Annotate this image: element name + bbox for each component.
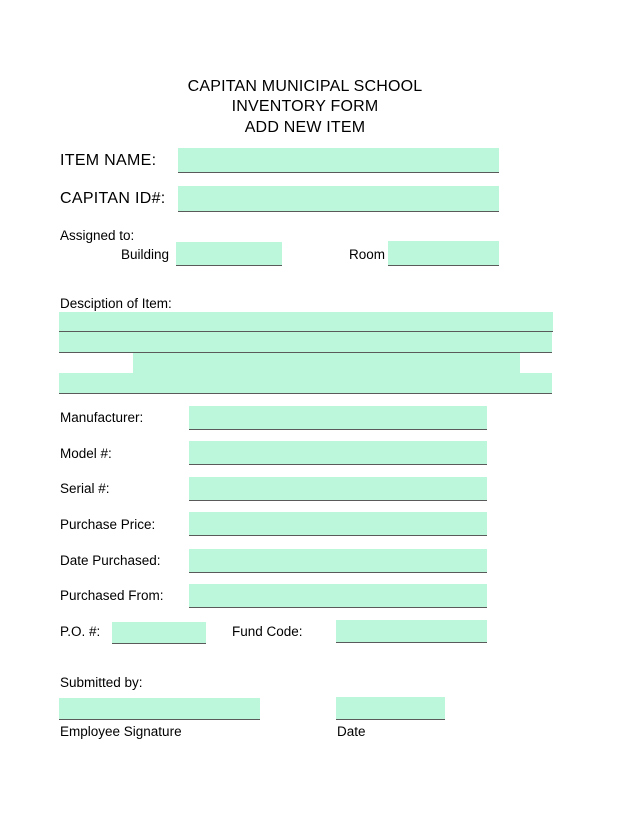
fund-code-label: Fund Code: [232, 624, 303, 639]
manufacturer-label: Manufacturer: [60, 410, 144, 425]
date-purchased-label: Date Purchased: [60, 553, 161, 568]
form-title-inventory: INVENTORY FORM [231, 98, 379, 115]
purchase-price-label: Purchase Price: [60, 517, 156, 532]
description-line-4[interactable] [59, 373, 552, 394]
model-label: Model #: [60, 446, 112, 461]
date-field[interactable] [336, 697, 445, 720]
fund-code-field[interactable] [336, 620, 487, 643]
assigned-to-label: Assigned to: [60, 228, 135, 243]
purchase-price-field[interactable] [189, 512, 487, 536]
model-field[interactable] [189, 441, 487, 465]
manufacturer-field[interactable] [189, 406, 487, 430]
purchased-from-field[interactable] [189, 584, 487, 608]
serial-field[interactable] [189, 477, 487, 501]
employee-signature-field[interactable] [59, 698, 260, 720]
employee-signature-label: Employee Signature [60, 724, 182, 739]
item-name-label: ITEM NAME: [60, 152, 157, 169]
date-label: Date [337, 724, 366, 739]
capitan-id-label: CAPITAN ID#: [60, 190, 166, 207]
date-purchased-field[interactable] [189, 549, 487, 573]
serial-label: Serial #: [60, 481, 110, 496]
description-line-3[interactable] [133, 353, 520, 373]
description-line-1[interactable] [59, 312, 553, 332]
purchased-from-label: Purchased From: [60, 588, 164, 603]
form-title-add-item: ADD NEW ITEM [244, 119, 366, 136]
item-name-field[interactable] [178, 148, 499, 173]
po-number-label: P.O. #: [60, 624, 101, 639]
po-number-field[interactable] [112, 622, 206, 644]
description-label: Desciption of Item: [60, 296, 172, 311]
building-label: Building [121, 247, 170, 262]
form-title-school: CAPITAN MUNICIPAL SCHOOL [187, 78, 423, 95]
capitan-id-field[interactable] [178, 186, 499, 212]
building-field[interactable] [176, 242, 282, 266]
description-line-2[interactable] [59, 332, 552, 353]
submitted-by-label: Submitted by: [60, 675, 143, 690]
room-field[interactable] [388, 241, 499, 266]
room-label: Room [349, 247, 386, 262]
